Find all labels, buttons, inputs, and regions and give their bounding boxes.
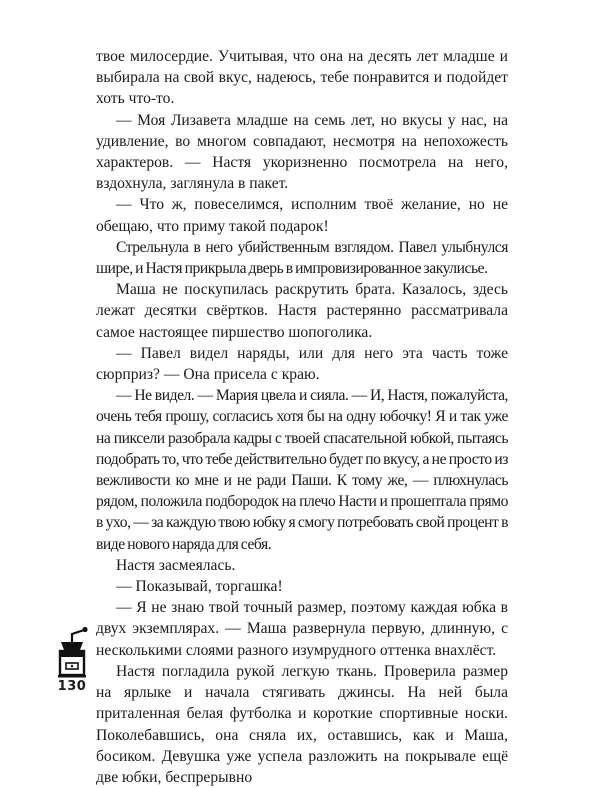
paragraph: — Не видел. — Мария цвела и сияла. — И, Настя, пожалуйста, очень тебя прошу, согласись хотя бы на одну юбочку! Я и так уже на пиксели разобрала кадры с твоей спасательной юбкой, пытаясь подобрать то, что тебе действительно будет по вкусу, а не просто из вежливости ко мне и не ради Паши. К тому же, — плюхнулась рядом, положила подбородок на плечо Насти и прошептала прямо в ухо, — за каждую твою юбку я смогу потребовать свой процент в виде нового наряда для себя. [96, 387, 508, 553]
paragraph: — Моя Лизавета младше на семь лет, но вкусы у нас, на удивление, во многом совпадают, несмотря на непохожесть характеров. — Настя укоризненно посмотрела на него, вздохнула, заглянула в пакет. [96, 111, 508, 193]
paragraph: — Павел видел наряды, или для него эта часть тоже сюрприз? — Она присела с краю. [96, 344, 508, 384]
paragraph: — Что ж, повеселимся, исполним твоё желание, но не обещаю, что приму такой подарок! [96, 196, 508, 235]
paragraph: Стрельнула в него убийственным взглядом. Павел улыбнулся шире, и Настя прикрыла дверь в импровизированное закулисье. [96, 238, 508, 278]
page-number: 130 [57, 679, 87, 694]
paragraph: твое милосердие. Учитывая, что она на десять лет младше и выбирала на свой вкус, надеюсь, тебе понравится и подойдет хоть что-то. [96, 48, 508, 108]
paragraph: — Я не знаю твой точный размер, поэтому каждая юбка в двух экземплярах. — Маша развернула первую, длинную, с несколькими слоями разного изумрудного оттенка внахлёст. [96, 599, 508, 659]
body-text [96, 46, 508, 788]
paragraph: Настя засмеялась. [116, 556, 236, 574]
paragraph: — Показывай, торгашка! [116, 578, 283, 596]
coffee-grinder-icon [52, 626, 92, 678]
paragraph: Настя погладила рукой легкую ткань. Проверила размер на ярлыке и начала стягивать джинсы. На ней была приталенная белая футболка и короткие спортивные носки. Поколебавшись, она сняла их, оставшись, как и Маша, босиком. Девушка уже успела разложить на покрывале ещё две юбки, беспрерывно [96, 662, 508, 786]
paragraph: Маша не поскупилась раскрутить брата. Казалось, здесь лежат десятки свёртков. Настя растерянно рассматривала самое настоящее пиршество шопоголика. [96, 281, 508, 341]
